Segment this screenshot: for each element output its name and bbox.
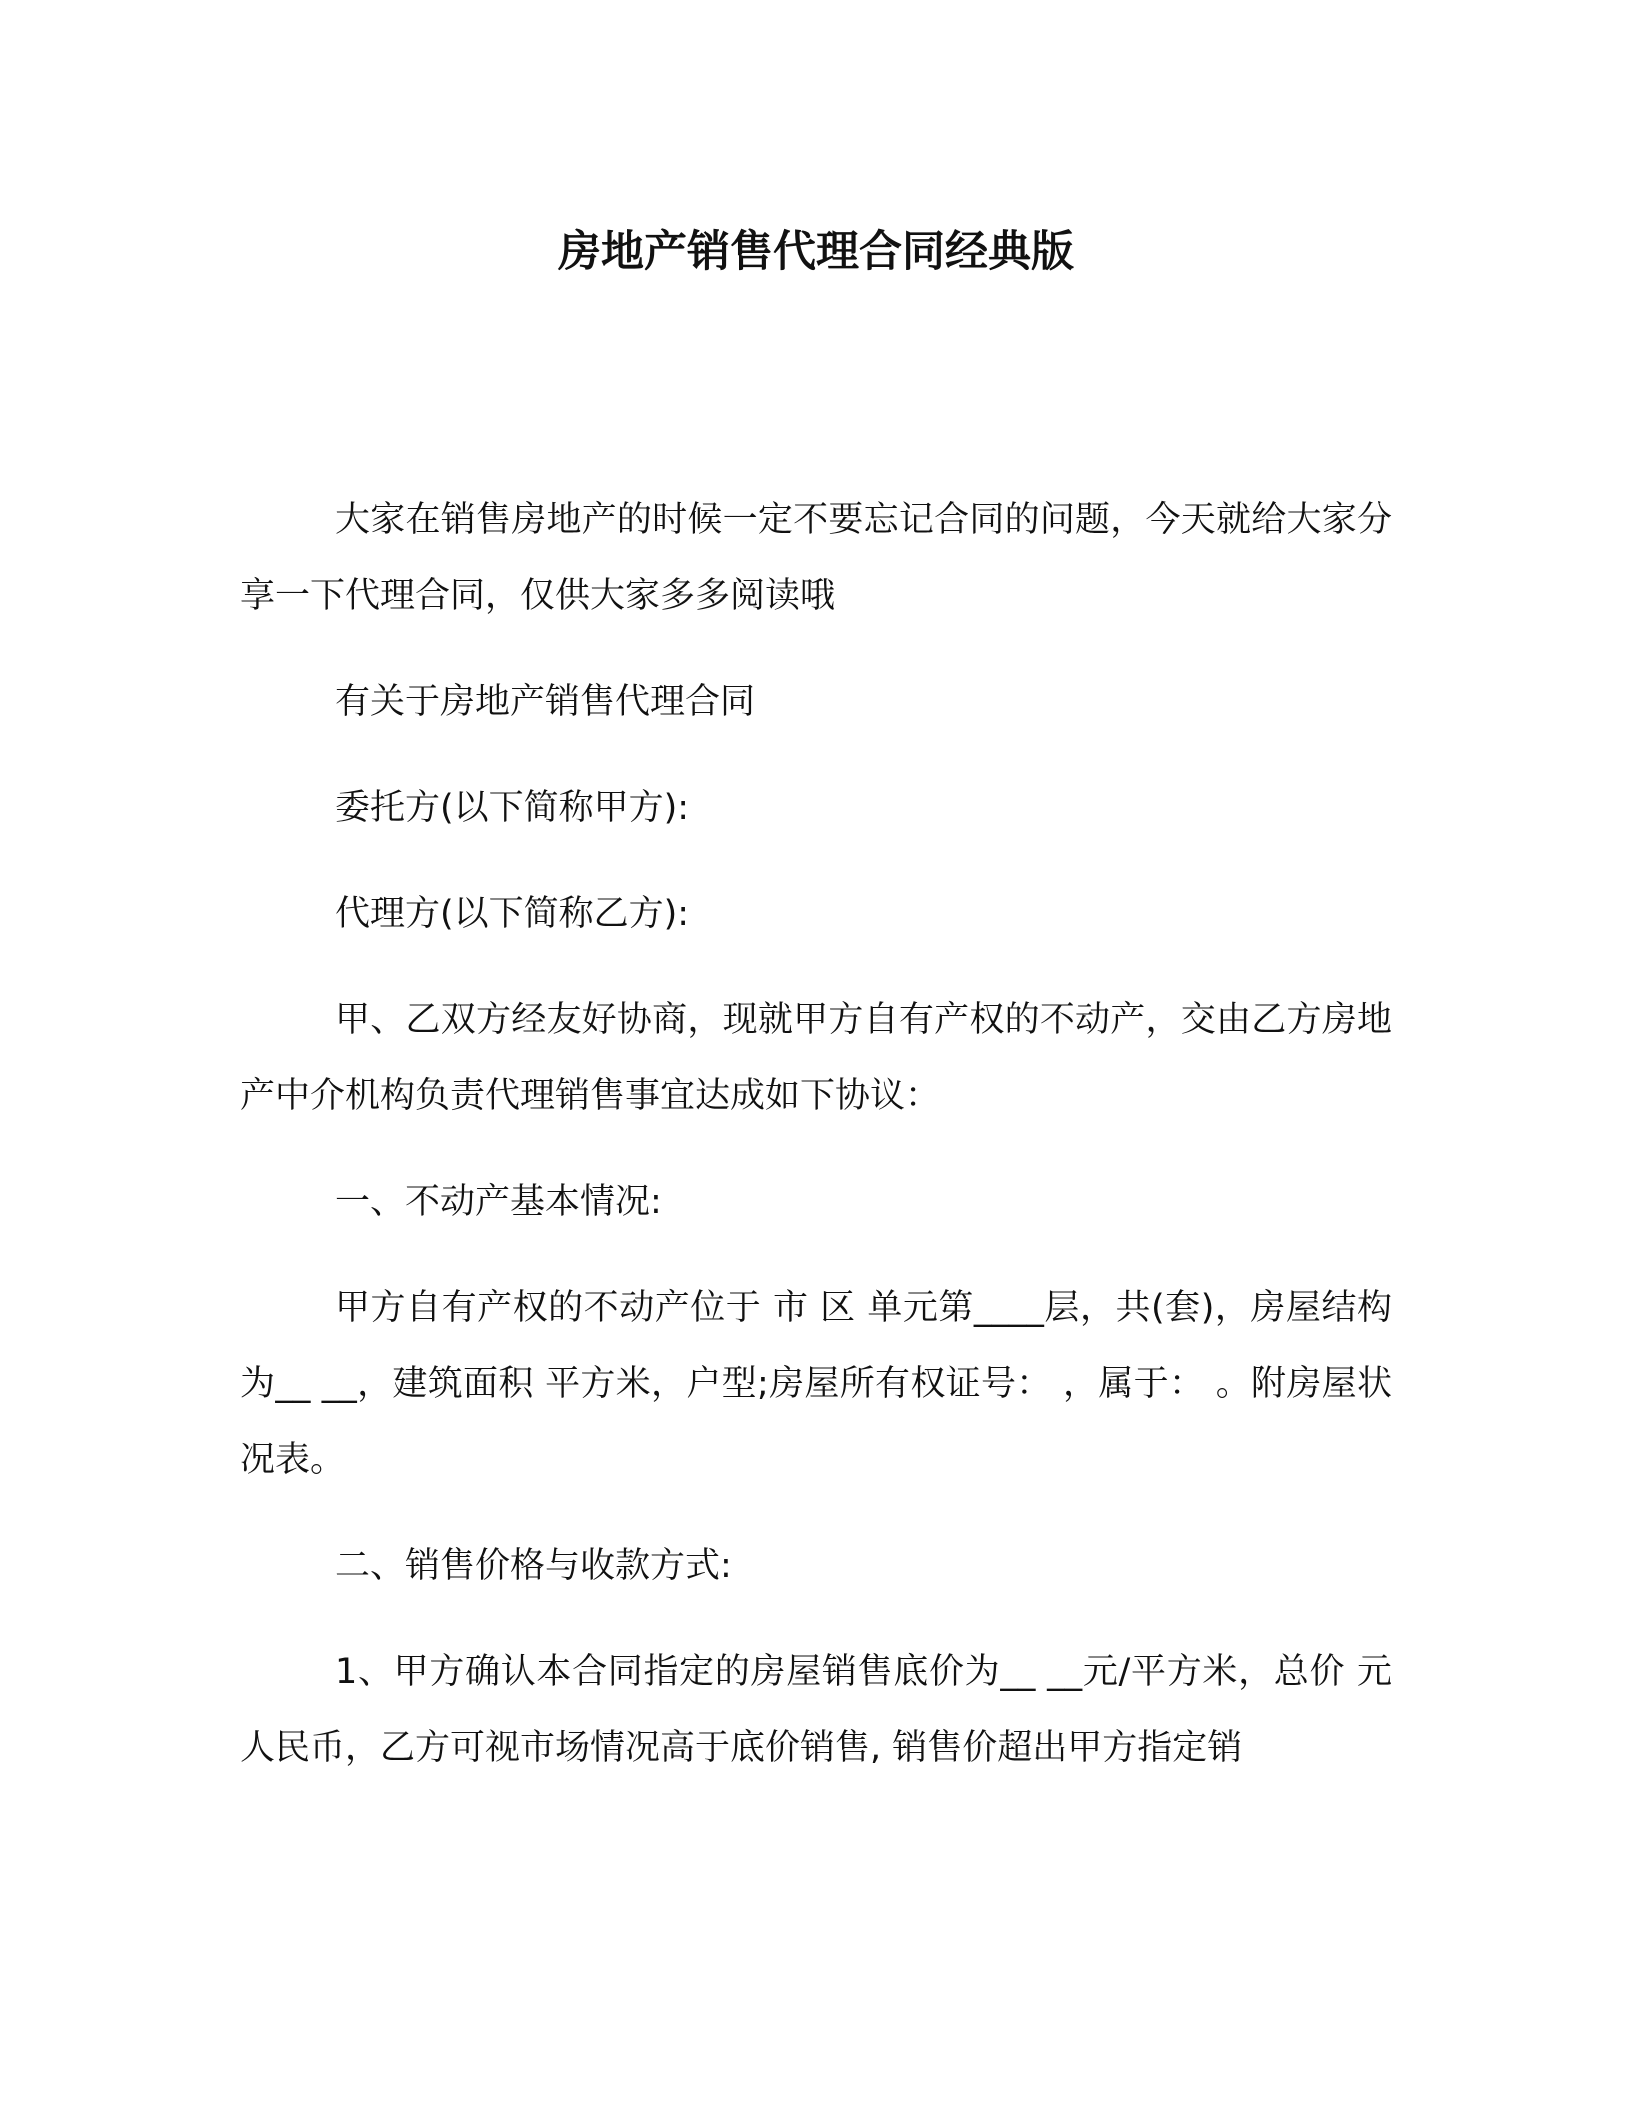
paragraph-agreement: 甲、乙双方经友好协商，现就甲方自有产权的不动产，交由乙方房地产中介机构负责代理销售事宜达成如下协议：	[240, 1000, 1392, 1116]
paragraph-intro: 大家在销售房地产的时候一定不要忘记合同的问题，今天就给大家分享一下代理合同，仅供大家多多阅读哦	[240, 500, 1392, 616]
document-body	[240, 482, 1392, 1816]
paragraph-price-clause: 1、甲方确认本合同指定的房屋销售底价为__ __元/平方米，总价 元人民币，乙方可视市场情况高于底价销售, 销售价超出甲方指定销	[240, 1652, 1392, 1768]
section-heading-property: 一、不动产基本情况:	[335, 1182, 662, 1222]
paragraph-property-details: 甲方自有产权的不动产位于 市 区 单元第____层，共(套)，房屋结构为__ __，建筑面积 平方米，户型;房屋所有权证号： ，属于： 。附房屋状况表。	[240, 1288, 1392, 1480]
section-heading-price: 二、销售价格与收款方式:	[335, 1546, 732, 1586]
paragraph-party-a: 委托方(以下简称甲方):	[335, 788, 690, 828]
paragraph-heading: 有关于房地产销售代理合同	[335, 682, 756, 722]
paragraph-party-b: 代理方(以下简称乙方):	[335, 894, 690, 934]
document-title: 房地产销售代理合同经典版	[558, 227, 1074, 277]
